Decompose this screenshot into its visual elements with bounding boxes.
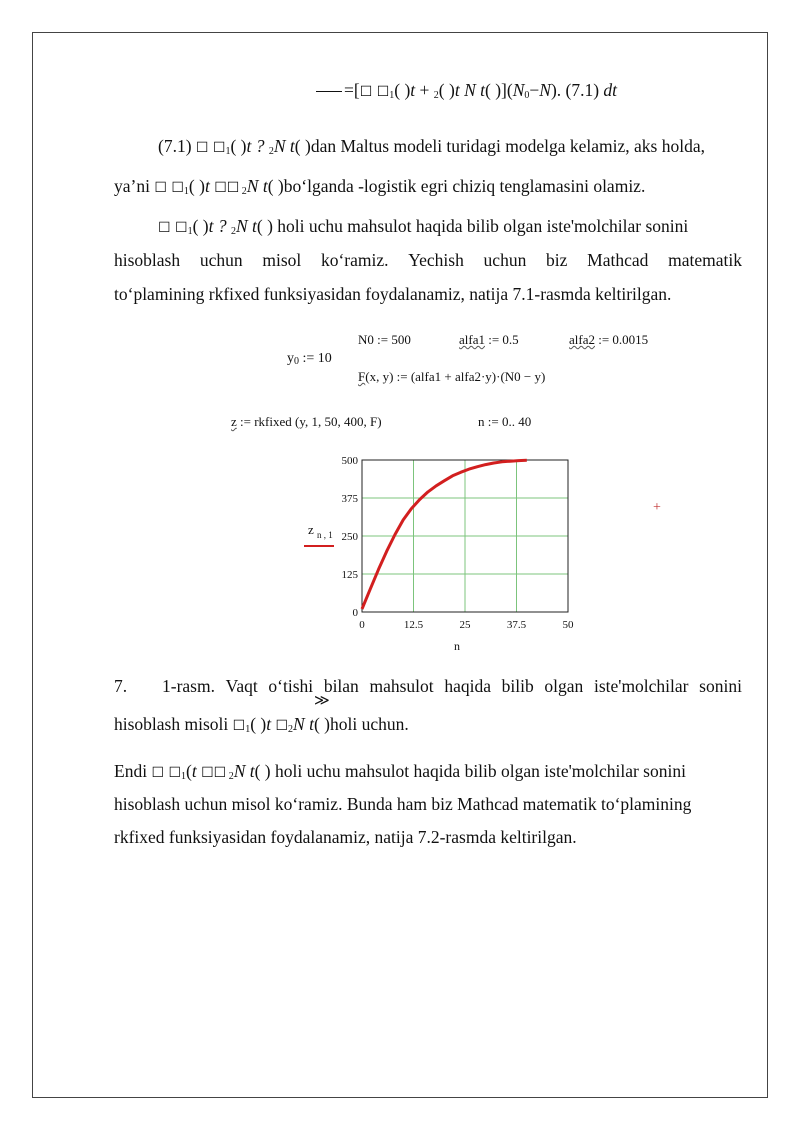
sub: 2 (268, 146, 274, 157)
z-name: z (231, 414, 237, 429)
y-axis-label-sub: n , 1 (317, 530, 333, 540)
var: t (204, 176, 215, 196)
eq-sub: 2 (433, 90, 439, 101)
word: ko‘ramiz. (320, 250, 389, 270)
para3-line1 (114, 761, 686, 782)
x-tick-label: 25 (459, 619, 471, 631)
para2-line3: to‘plamining rkfixed funksiyasidan foydalanamiz, natija 7.1-rasmda keltirilgan. (114, 284, 672, 304)
text: ( )holi uchun. (313, 714, 409, 734)
mathcad-alfa2-def (569, 332, 648, 348)
word: o‘tishi (268, 676, 314, 696)
eq-text: ). (7.1) (550, 80, 604, 100)
text: (7.1) (158, 136, 196, 156)
text: ( ) (188, 176, 205, 196)
para2-line1 (158, 216, 742, 237)
eq-text: ( ) (438, 80, 455, 100)
y-tick-label: 500 (341, 455, 358, 467)
word: hisoblash (114, 250, 181, 270)
sub: 2 (226, 771, 234, 782)
var: t ? (246, 136, 269, 156)
sub: 2 (239, 186, 247, 197)
missing-glyph-icon: ☐ ☐ (158, 220, 188, 236)
var: N t (246, 176, 268, 196)
x-tick-label: 0 (359, 619, 365, 631)
mathcad-n-def: n := 0.. 40 (478, 414, 532, 429)
sub: 1 (187, 226, 193, 237)
para1-line1 (158, 136, 742, 157)
text: ( ) holi uchu mahsulot haqida bilib olgan iste'molchilar sonini (256, 216, 689, 236)
y-axis-label: z (308, 522, 314, 537)
y0-sub: 0 (294, 356, 299, 367)
missing-glyph-icon: ☐ (232, 718, 246, 734)
missing-glyph-icon: ☐ ☐ (195, 140, 226, 156)
sub: 2 (288, 724, 294, 735)
text: Endi (114, 761, 152, 781)
var: t (191, 761, 202, 781)
para2-line2 (114, 250, 742, 271)
missing-glyph-icon: ☐☐ (214, 180, 240, 196)
eq-var: N (512, 80, 525, 100)
sub: 1 (225, 146, 231, 157)
mathcad-y0-def (287, 351, 332, 367)
sub: 2 (230, 226, 236, 237)
eq-text: − (529, 80, 540, 100)
caption-line2 (114, 714, 409, 735)
word: bilib (501, 676, 534, 696)
word: misol (262, 250, 302, 270)
rkfixed-plot (300, 450, 590, 660)
y-tick-label: 250 (341, 531, 358, 543)
text: ( ) (250, 714, 267, 734)
mathcad-n0-def: N0 := 500 (358, 332, 411, 347)
text: ( )dan Maltus modeli turidagi modelga kelamiz, aks holda, (294, 136, 705, 156)
series-line (362, 460, 527, 609)
para3-line3: rkfixed funksiyasidan foydalanamiz, natija 7.2-rasmda keltirilgan. (114, 827, 577, 847)
para1-line2 (114, 176, 645, 197)
sub: 1 (183, 186, 189, 197)
eq-var: t (454, 80, 460, 100)
para3-line2: hisoblash uchun misol ko‘ramiz. Bunda ham biz Mathcad matematik to‘plamining (114, 794, 692, 814)
y0-value: := 10 (302, 351, 332, 366)
missing-glyph-icon: ☐ ☐ (359, 84, 390, 100)
missing-glyph-icon: ☐☐ (201, 765, 227, 781)
crosshair-icon: + (653, 500, 661, 515)
mathcad-z-def (231, 414, 382, 430)
word: uchun (199, 250, 243, 270)
word: 1-rasm. (162, 676, 215, 696)
y-tick-label: 125 (341, 569, 358, 581)
fraction-rule (316, 91, 342, 92)
word: haqida (444, 676, 491, 696)
eq-text: ( )]( (485, 80, 513, 100)
word: biz (546, 250, 568, 270)
z-body: := rkfixed (y, 1, 50, 400, F) (236, 414, 382, 429)
y-tick-label: 0 (352, 607, 358, 619)
text: ( ) holi uchu mahsulot haqida bilib olgan iste'molchilar sonini (254, 761, 686, 781)
alfa2-name: alfa2 (569, 332, 595, 347)
word: uchun (483, 250, 527, 270)
text: ( )bo‘lganda -logistik egri chiziq tenglamasini olamiz. (267, 176, 646, 196)
text: ( (186, 761, 192, 781)
eq-text: ( ) (394, 80, 411, 100)
eq-var: N (539, 80, 551, 100)
missing-glyph-icon: ☐ ☐ (151, 765, 181, 781)
missing-glyph-icon: ☐ (275, 718, 289, 734)
y0-label: y (287, 351, 294, 366)
mathcad-alfa1-def (459, 332, 519, 348)
word: matematik (668, 250, 742, 270)
text: ya’ni (114, 176, 155, 196)
word: bilan (323, 676, 359, 696)
word: mahsulot (369, 676, 434, 696)
word: Vaqt (225, 676, 258, 696)
eq-sub: 0 (524, 90, 530, 101)
much-greater-mark: ≫ (314, 691, 330, 709)
eq-sub: 1 (389, 90, 395, 101)
x-tick-label: 12.5 (403, 619, 424, 631)
word: olgan (544, 676, 584, 696)
x-tick-label: 37.5 (506, 619, 527, 631)
var: N t (293, 714, 314, 734)
text: ( ) (192, 216, 209, 236)
missing-glyph-icon: ☐ ☐ (154, 180, 184, 196)
x-axis-label: n (454, 639, 460, 653)
text: ( ) (230, 136, 247, 156)
eq-var: N t (459, 80, 485, 100)
eq-var: t (410, 80, 416, 100)
word: Mathcad (587, 250, 649, 270)
var: N t (233, 761, 255, 781)
x-tick-label: 50 (562, 619, 574, 631)
var: N t (273, 136, 295, 156)
word: iste'molchilar (593, 676, 689, 696)
caption-number: 7. (114, 676, 128, 696)
alfa2-value: := 0.0015 (594, 332, 649, 347)
word: sonini (699, 676, 742, 696)
var: t (266, 714, 276, 734)
eq-text: + (415, 80, 434, 100)
var: t ? (208, 216, 231, 236)
alfa1-name: alfa1 (459, 332, 485, 347)
word: Yechish (408, 250, 464, 270)
caption-line1 (162, 676, 742, 697)
sub: 1 (245, 724, 251, 735)
eq-text: =[ (344, 80, 360, 100)
alfa1-value: := 0.5 (484, 332, 519, 347)
mathcad-f-def (358, 369, 545, 385)
eq-var: dt (603, 80, 618, 100)
var: N t (235, 216, 257, 236)
f-body: (x, y) := (alfa1 + alfa2·y)·(N0 − y) (365, 369, 546, 384)
f-name: F (358, 369, 366, 384)
equation-7-1 (316, 80, 617, 101)
y-tick-label: 375 (341, 493, 358, 505)
text: hisoblash misoli (114, 714, 233, 734)
sub: 1 (181, 771, 186, 782)
